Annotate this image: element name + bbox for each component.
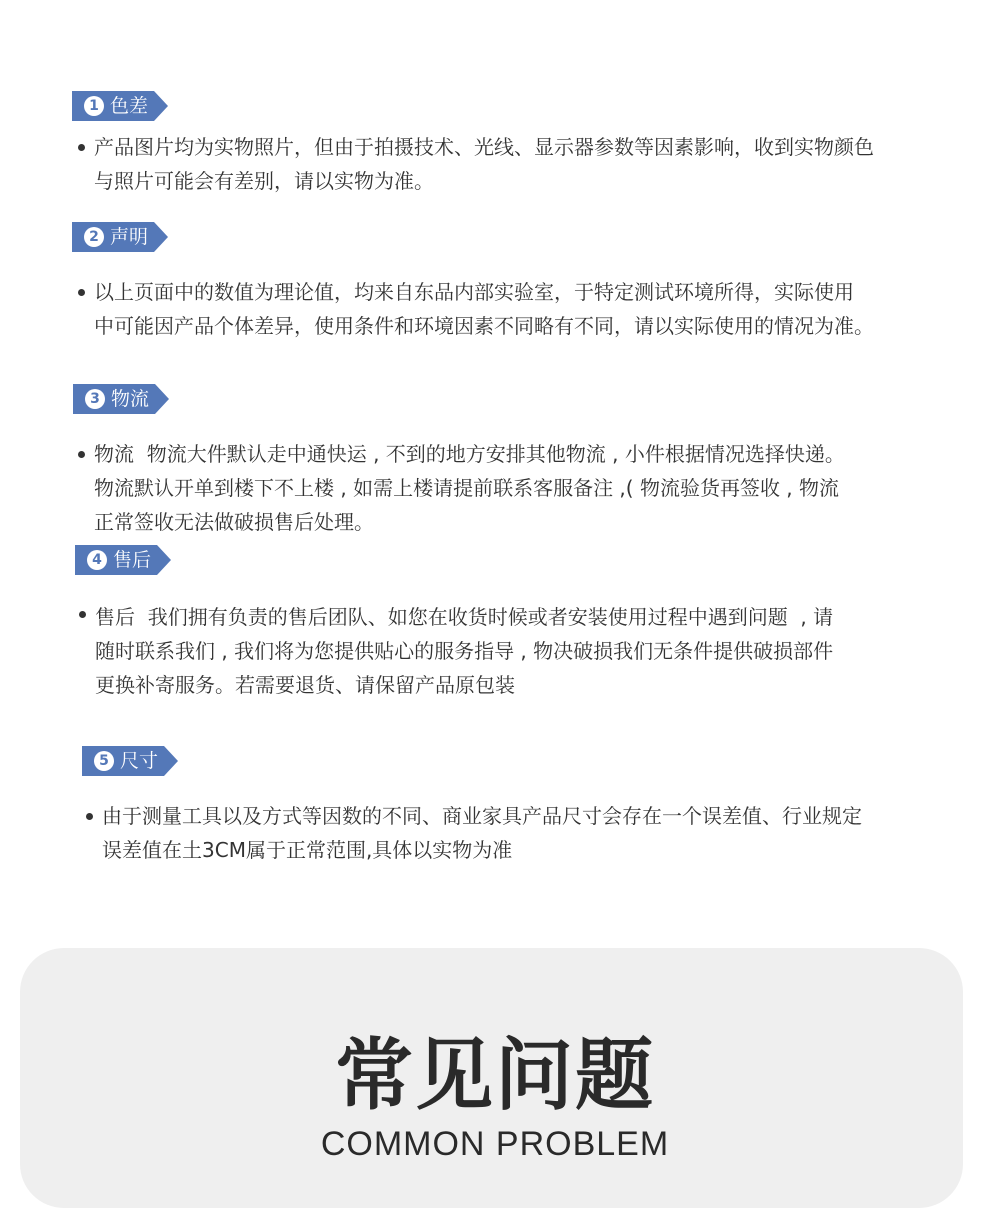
tag-arrow [154,222,168,252]
tag-arrow [157,545,171,575]
section-tag-logistics [73,384,169,414]
tag-arrow [154,91,168,121]
section-text-logistics [78,437,948,539]
section-tag-body [72,222,154,252]
section-title: 色差 [110,95,149,117]
tag-arrow [155,384,169,414]
section-tag-body [73,384,155,414]
tag-arrow [164,746,178,776]
section-tag-color-difference [72,91,168,121]
bullet-dot [78,451,85,458]
bullet-text: 产品图片均为实物照片，但由于拍摄技术、光线、显示器参数等因素影响，收到实物颜色 与照片可能会有差别，请以实物为准。 [94,135,874,193]
section-text-size [86,799,966,867]
bullet-text: 售后 我们拥有负责的售后团队、如您在收货时候或者安装使用过程中遇到问题 , 请 随时联系我们 , 我们将为您提供贴心的服务指导 , 物决破损我们无条件提供破损部件 更换补寄服务。若需要退货、请保留产品原包装 [95,605,834,697]
section-tag-body [75,545,157,575]
circled-number-icon: 4 [87,550,107,570]
bullet-text: 以上页面中的数值为理论值，均来自东品内部实验室，于特定测试环境所得，实际使用 中可能因产品个体差异，使用条件和环境因素不同略有不同，请以实际使用的情况为准。 [94,280,874,338]
bullet-dot [86,813,93,820]
section-tag-body [82,746,164,776]
section-title: 售后 [113,549,152,571]
circled-number-icon: 1 [84,96,104,116]
bullet-dot [78,144,85,151]
common-problem-title: 常见问题 [334,1031,655,1121]
section-tag-statement [72,222,168,252]
circled-number-icon: 2 [84,227,104,247]
bullet-text: 物流 物流大件默认走中通快运 , 不到的地方安排其他物流 , 小件根据情况选择快递。 物流默认开单到楼下不上楼 , 如需上楼请提前联系客服备注 ,( 物流验货再签收 , 物流 正常签收无法做破损售后处理。 [94,442,845,534]
circled-number-icon: 5 [94,751,114,771]
common-problem-subtitle: COMMON PROBLEM [320,1125,670,1163]
section-title: 尺寸 [120,750,159,772]
circled-number-icon: 3 [85,389,105,409]
section-tag-body [72,91,154,121]
bullet-dot [79,611,86,618]
section-title: 声明 [110,226,149,248]
bullet-text: 由于测量工具以及方式等因数的不同、商业家具产品尺寸会存在一个误差值、行业规定 误差值在土3CM属于正常范围,具体以实物为准 [102,804,862,862]
section-text-color-difference [78,130,938,198]
section-text-statement [78,275,958,343]
section-title: 物流 [111,388,150,410]
bullet-dot [78,289,85,296]
section-tag-after-sales [75,545,171,575]
section-text-after-sales [79,600,949,702]
section-tag-size [82,746,178,776]
